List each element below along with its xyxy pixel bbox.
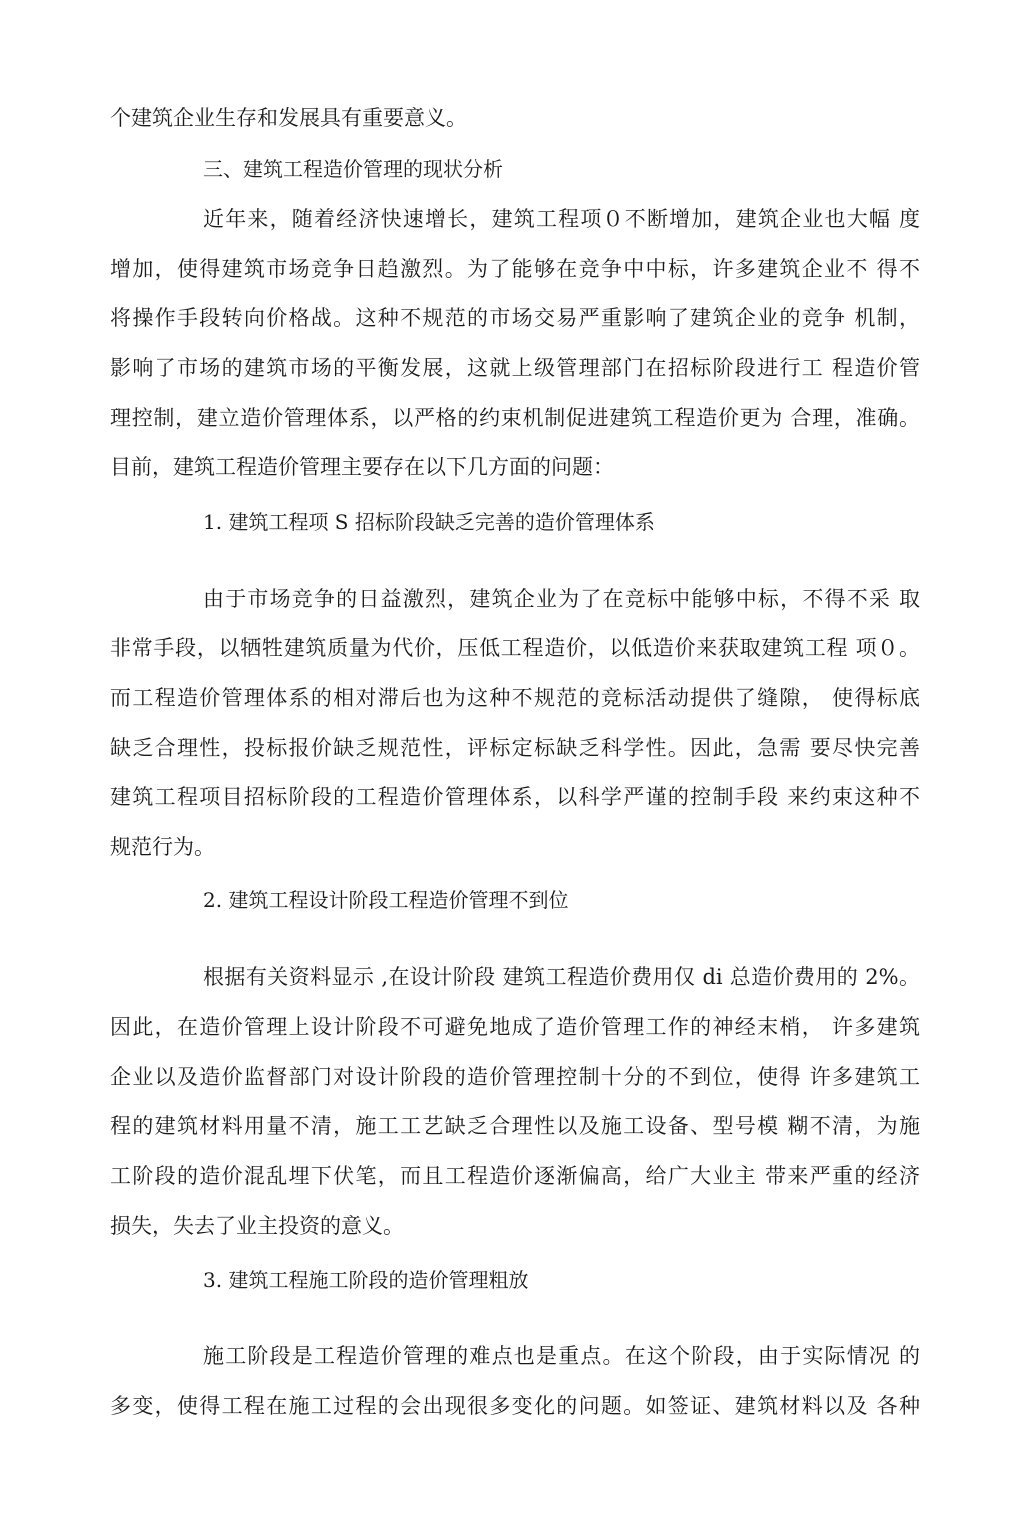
- paragraph-line: 由于市场竞争的日益激烈，建筑企业为了在竞标中能够中标，不得不采 取: [203, 587, 920, 611]
- paragraph-line: 个建筑企业生存和发展具有重要意义。: [110, 106, 467, 130]
- paragraph-line: 损失，失去了业主投资的意义。: [110, 1214, 404, 1238]
- paragraph-line: 工阶段的造价混乱埋下伏笔，而且工程造价逐渐偏高，给广大业主 带来严重的经济: [110, 1164, 920, 1188]
- paragraph-line: 企业以及造价监督部门对设计阶段的造价管理控制十分的不到位，使得 许多建筑工: [110, 1065, 920, 1089]
- subsection-heading: 1. 建筑工程项 S 招标阶段缺乏完善的造价管理体系: [203, 510, 655, 534]
- paragraph-line: 程的建筑材料用量不清，施工工艺缺乏合理性以及施工设备、型号模 糊不清，为施: [110, 1114, 920, 1138]
- subsection-heading: 2. 建筑工程设计阶段工程造价管理不到位: [203, 888, 569, 912]
- paragraph-line: 缺乏合理性，投标报价缺乏规范性，评标定标缺乏科学性。因此，急需 要尽快完善: [110, 736, 920, 760]
- paragraph-line: 而工程造价管理体系的相对滞后也为这种不规范的竞标活动提供了缝隙， 使得标底: [110, 686, 920, 710]
- paragraph-line: 近年来，随着经济快速增长，建筑工程项０不断增加，建筑企业也大幅 度: [203, 207, 920, 231]
- paragraph-line: 施工阶段是工程造价管理的难点也是重点。在这个阶段，由于实际情况 的: [203, 1344, 920, 1368]
- paragraph-line: 规范行为。: [110, 835, 215, 859]
- paragraph-line: 目前，建筑工程造价管理主要存在以下几方面的问题：: [110, 455, 614, 479]
- section-heading: 三、建筑工程造价管理的现状分析: [203, 157, 503, 181]
- paragraph-line: 建筑工程项目招标阶段的工程造价管理体系，以科学严谨的控制手段 来约束这种不: [110, 785, 920, 809]
- subsection-heading: 3. 建筑工程施工阶段的造价管理粗放: [203, 1268, 529, 1292]
- paragraph-line: 将操作手段转向价格战。这种不规范的市场交易严重影响了建筑企业的竞争 机制，: [110, 306, 920, 330]
- paragraph-line: 根据有关资料显示 ,在设计阶段 建筑工程造价费用仅 di 总造价费用的 2%。: [203, 965, 920, 989]
- paragraph-line: 非常手段，以牺牲建筑质量为代价，压低工程造价，以低造价来获取建筑工程 项０。: [110, 636, 921, 660]
- paragraph-line: 多变，使得工程在施工过程的会出现很多变化的问题。如签证、建筑材料以及 各种: [110, 1394, 920, 1418]
- paragraph-line: 影响了市场的建筑市场的平衡发展，这就上级管理部门在招标阶段进行工 程造价管: [110, 356, 920, 380]
- paragraph-line: 理控制，建立造价管理体系，以严格的约束机制促进建筑工程造价更为 合理，准确。: [110, 406, 920, 430]
- paragraph-line: 因此，在造价管理上设计阶段不可避免地成了造价管理工作的神经末梢， 许多建筑: [110, 1015, 920, 1039]
- paragraph-line: 增加，使得建筑市场竞争日趋激烈。为了能够在竞争中中标，许多建筑企业不 得不: [110, 257, 920, 281]
